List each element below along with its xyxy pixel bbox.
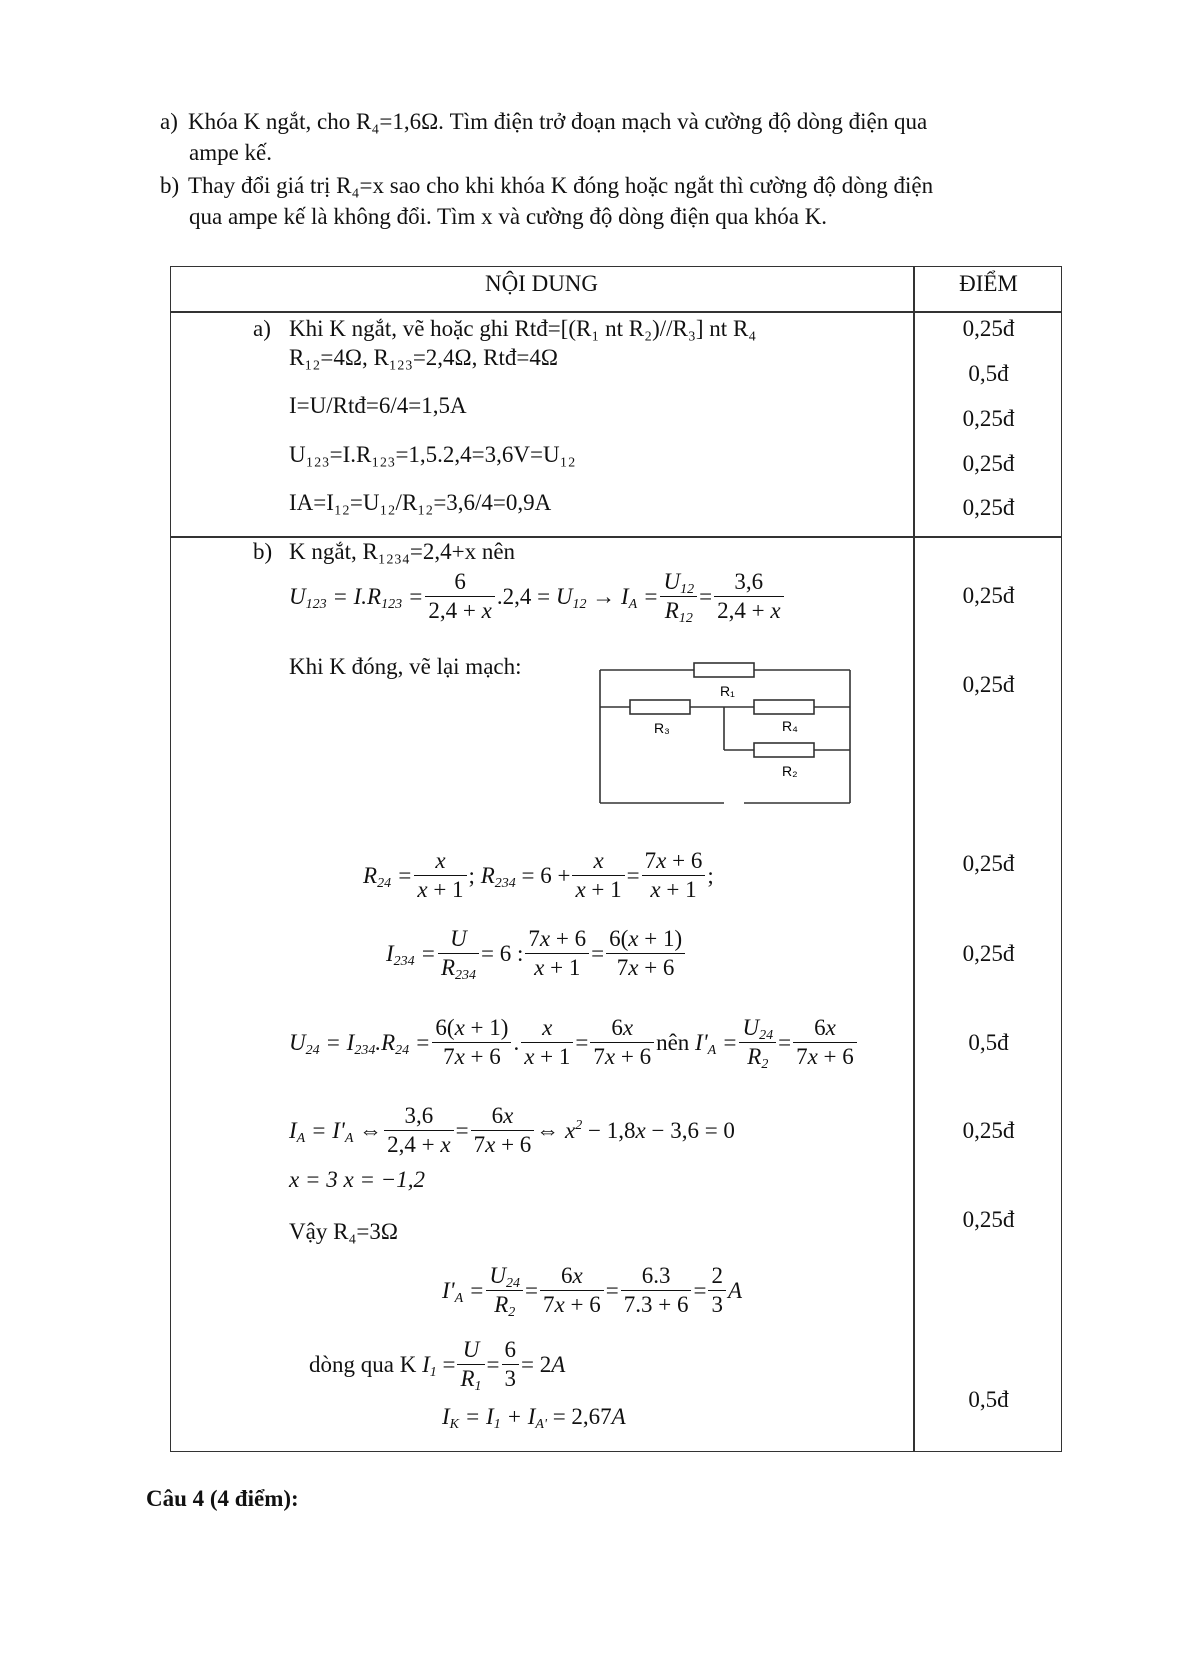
part-a-line1: Khi K ngắt, vẽ hoặc ghi Rtđ=[(R₁ nt R₂)//R₃] nt R₄ — [289, 316, 757, 341]
question-b-line1: Thay đổi giá trị R₄=x sao cho khi khóa K đóng hoặc ngắt thì cường độ dòng điện — [188, 173, 934, 198]
score-a-3: 0,25đ — [962, 406, 1015, 431]
label-r1: R₁ — [720, 683, 735, 699]
equation-r24: $R_{24}$ = $\frac{x}{x + 1}$ ; $R_{234} = 6$ + $\frac{x}{x + 1}$ = $\frac{7x + 6}{x + 1}$ ; — [363, 848, 714, 902]
question-b-line2: qua ampe kế là không đổi. Tìm x và cường độ dòng điện qua khóa K. — [189, 204, 828, 229]
part-a-line5: IA=I₁₂=U₁₂/R₁₂=3,6/4=0,9A — [289, 490, 552, 515]
header-divider — [170, 311, 1062, 313]
equation-u123: $U_{123} = I.R_{123}$ = $\frac{6}{2,4 + x}$ .2,4 = $U_{12}$ → $I_A$ = $\frac{U_{12}}{R_{12}}$ = $\frac{3,6}{2,4 + x}$ — [289, 568, 786, 625]
score-a-4: 0,25đ — [962, 451, 1015, 476]
resistor-r4 — [754, 700, 814, 714]
part-a-line3: I=U/Rtđ=6/4=1,5A — [289, 393, 467, 418]
equation-i1: dòng qua K $I_1$ = $\frac{U}{R_1}$ = $\frac{6}{3}$ = 2A — [309, 1337, 566, 1394]
score-a-2: 0,5đ — [968, 361, 1009, 386]
equation-ik: $I_K = I_1 + I_{A'} = 2,67A$ — [442, 1404, 626, 1432]
equation-i234: $I_{234}$ = $\frac{U}{R_{234}}$ = 6 : $\frac{7x + 6}{x + 1}$ = $\frac{6(x + 1)}{7x + 6}$ — [386, 925, 687, 982]
label-r4: R₄ — [782, 718, 798, 734]
header-content: NỘI DUNG — [484, 271, 599, 296]
nen-text: nên — [656, 1029, 690, 1055]
label-r2: R₂ — [782, 763, 798, 779]
score-a-1: 0,25đ — [962, 316, 1015, 341]
header-score: ĐIỂM — [959, 271, 1018, 296]
score-b-3: 0,25đ — [962, 851, 1015, 876]
part-b-line1: K ngắt, R₁₂₃₄=2,4+x nên — [289, 539, 516, 564]
score-b-8: 0,5đ — [968, 1387, 1009, 1412]
part-a-label: a) — [253, 316, 271, 341]
part-a-line4: U₁₂₃=I.R₁₂₃=1,5.2,4=3,6V=U₁₂ — [289, 442, 576, 467]
equation-u24: $U_{24} = I_{234}.R_{24}$ = $\frac{6(x + 1)}{7x + 6}$ . $\frac{x}{x + 1}$ = $\frac{6x}{7x + 6}$ nên $I'_A$ = $\frac{U_{24}}{R_2}$ = $\frac{6x}{7x + 6}$ — [289, 1014, 859, 1071]
dong-qua-k-text: dòng qua K — [309, 1351, 417, 1377]
part-a-line2: R₁₂=4Ω, R₁₂₃=2,4Ω, Rtđ=4Ω — [289, 345, 558, 370]
score-b-2: 0,25đ — [962, 672, 1015, 697]
question-a — [160, 106, 1060, 168]
resistor-r1 — [694, 663, 754, 677]
equation-ia-final: $I'_A$ = $\frac{U_{24}}{R_2}$ = $\frac{6x}{7x + 6}$ = $\frac{6.3}{7.3 + 6}$ = $\frac{2}{3}$ A — [442, 1263, 742, 1320]
vay-r4: Vậy R₄=3Ω — [289, 1219, 398, 1244]
score-b-5: 0,5đ — [968, 1030, 1009, 1055]
cau4-heading: Câu 4 (4 điểm): — [146, 1486, 299, 1511]
part-b-label: b) — [253, 539, 273, 564]
score-b-6: 0,25đ — [962, 1118, 1015, 1143]
resistor-r2 — [754, 743, 814, 757]
question-b — [160, 170, 1060, 232]
resistor-r3 — [630, 700, 690, 714]
circuit-diagram — [594, 660, 856, 808]
question-a-line1: Khóa K ngắt, cho R₄=1,6Ω. Tìm điện trở đoạn mạch và cường độ dòng điện qua — [188, 109, 928, 134]
roots: x = 3 x = −1,2 — [289, 1167, 425, 1192]
question-b-label: b) — [160, 173, 180, 198]
score-b-7: 0,25đ — [962, 1207, 1015, 1232]
equation-ia-equal: $I_A = I'_A$ ⇔ $\frac{3,6}{2,4 + x}$ = $\frac{6x}{7x + 6}$ ⇔ $x^2 - 1,8x - 3,6 = 0$ — [289, 1103, 735, 1157]
score-b-4: 0,25đ — [962, 941, 1015, 966]
question-a-line2: ampe kế. — [189, 140, 273, 165]
label-r3: R₃ — [654, 720, 670, 736]
khi-k-dong-text: Khi K đóng, vẽ lại mạch: — [289, 654, 522, 679]
score-b-1: 0,25đ — [962, 583, 1015, 608]
question-a-label: a) — [160, 109, 178, 134]
score-a-5: 0,25đ — [962, 495, 1015, 520]
